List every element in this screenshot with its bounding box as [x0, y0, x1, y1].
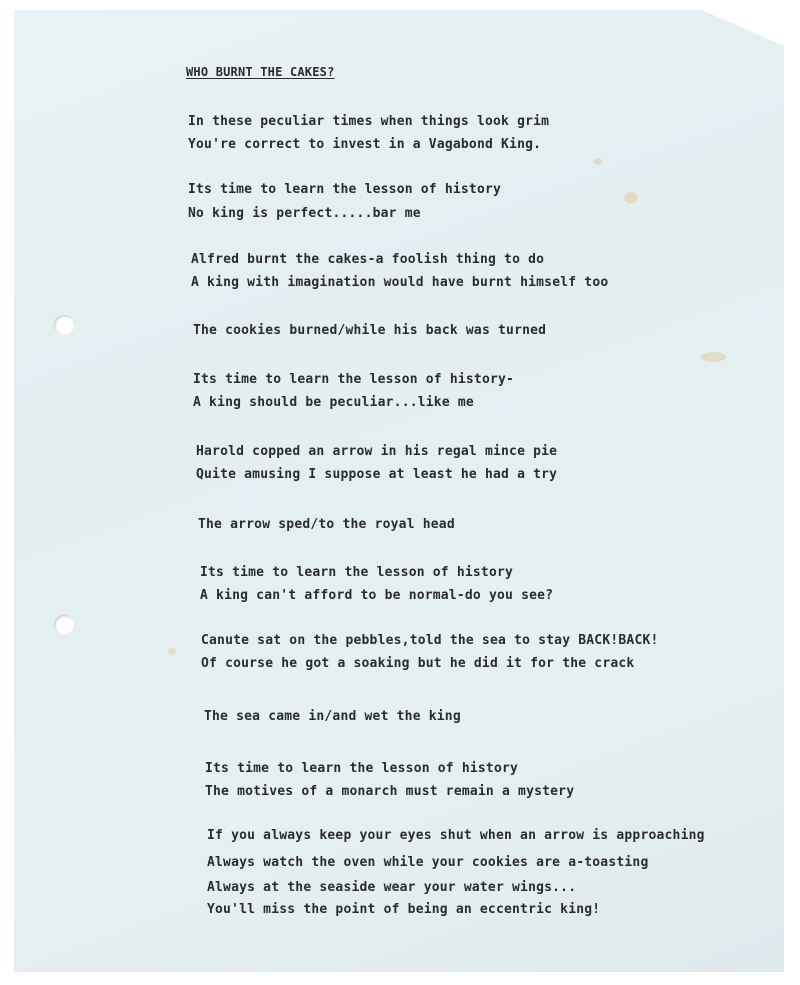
paper-stain [168, 648, 176, 655]
poem-line: Its time to learn the lesson of history [200, 565, 514, 580]
poem-line: Alfred burnt the cakes-a foolish thing to do [191, 252, 545, 267]
poem-line: A king with imagination would have burnt himself too [191, 275, 609, 290]
paper-stain [594, 158, 602, 165]
poem-line: Canute sat on the pebbles,told the sea to stay BACK!BACK! [201, 633, 659, 648]
poem-line: Its time to learn the lesson of history [205, 761, 519, 776]
poem-line: You'll miss the point of being an eccentric king! [207, 902, 601, 917]
punch-hole-top [54, 315, 74, 335]
punch-hole-bottom [54, 615, 74, 635]
poem-line: The sea came in/and wet the king [204, 709, 461, 724]
poem-line: If you always keep your eyes shut when an arrow is approaching [207, 828, 705, 843]
poem-line: The arrow sped/to the royal head [198, 517, 455, 532]
poem-line: Its time to learn the lesson of history [188, 182, 502, 197]
poem-line: You're correct to invest in a Vagabond King. [188, 137, 542, 152]
poem-line: No king is perfect.....bar me [188, 206, 421, 221]
poem-line: In these peculiar times when things look grim [188, 114, 550, 129]
poem-line: Always watch the oven while your cookies are a-toasting [207, 855, 649, 870]
paper-stain [624, 192, 638, 204]
paper-stain [700, 352, 726, 362]
document-title: WHO BURNT THE CAKES? [186, 65, 335, 79]
poem-line: A king should be peculiar...like me [193, 395, 474, 410]
poem-line: Quite amusing I suppose at least he had a try [196, 467, 558, 482]
poem-line: A king can't afford to be normal-do you see? [200, 588, 554, 603]
poem-line: Harold copped an arrow in his regal mince pie [196, 444, 558, 459]
poem-line: The motives of a monarch must remain a mystery [205, 784, 575, 799]
poem-line: Always at the seaside wear your water wings... [207, 880, 577, 895]
poem-line: Its time to learn the lesson of history- [193, 372, 515, 387]
poem-line: The cookies burned/while his back was turned [193, 323, 547, 338]
poem-line: Of course he got a soaking but he did it for the crack [201, 656, 635, 671]
